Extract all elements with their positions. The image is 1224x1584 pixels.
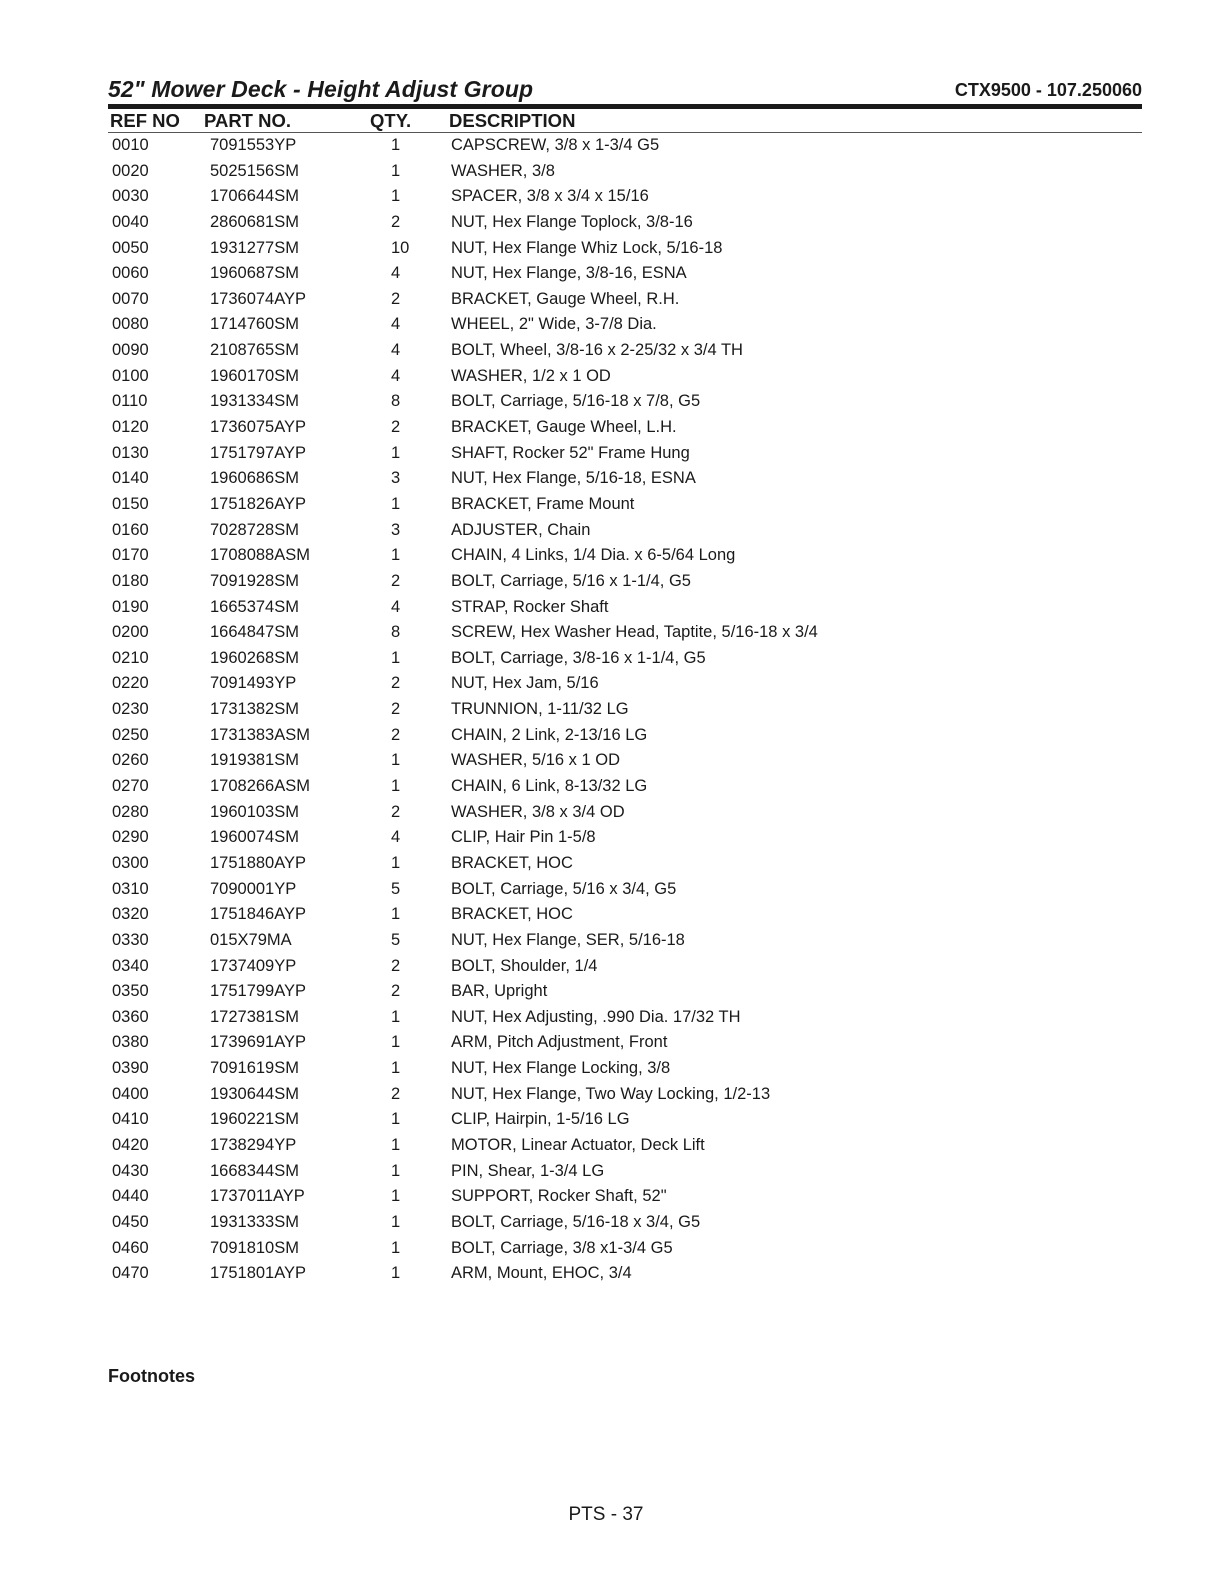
qty-cell: 1 [391,648,401,667]
ref-no-cell: 0470 [112,1264,149,1283]
table-row [0,803,1224,829]
ref-no-cell: 0130 [112,443,149,462]
ref-no-cell: 0270 [112,777,149,796]
part-no-cell: 1960221SM [210,1110,299,1129]
part-no-cell: 7091928SM [210,571,299,590]
description-cell: WASHER, 3/8 x 3/4 OD [451,802,625,821]
description-cell: SPACER, 3/8 x 3/4 x 15/16 [451,187,649,206]
qty-cell: 10 [391,238,410,257]
part-no-cell: 7091619SM [210,1059,299,1078]
ref-no-cell: 0280 [112,802,149,821]
table-row [0,828,1224,854]
table-row [0,1162,1224,1188]
table-row [0,1059,1224,1085]
ref-no-cell: 0180 [112,571,149,590]
ref-no-cell: 0420 [112,1135,149,1154]
qty-cell: 2 [391,289,401,308]
qty-cell: 1 [391,1135,401,1154]
ref-no-cell: 0380 [112,1033,149,1052]
description-cell: SHAFT, Rocker 52" Frame Hung [451,443,690,462]
ref-no-cell: 0440 [112,1187,149,1206]
qty-cell: 1 [391,1264,401,1283]
table-row [0,315,1224,341]
description-cell: CHAIN, 2 Link, 2-13/16 LG [451,725,648,744]
part-no-cell: 1931277SM [210,238,299,257]
ref-no-cell: 0200 [112,623,149,642]
description-cell: NUT, Hex Flange Whiz Lock, 5/16-18 [451,238,723,257]
qty-cell: 8 [391,623,401,642]
table-row [0,521,1224,547]
table-row [0,418,1224,444]
description-cell: BOLT, Carriage, 5/16 x 1-1/4, G5 [451,571,691,590]
table-row [0,136,1224,162]
ref-no-cell: 0310 [112,879,149,898]
description-cell: WASHER, 1/2 x 1 OD [451,366,611,385]
part-no-cell: 1960686SM [210,469,299,488]
part-no-cell: 1737011AYP [210,1187,305,1206]
col-part-header: PART NO. [204,110,292,131]
model-number: CTX9500 - 107.250060 [954,80,1142,100]
description-cell: CLIP, Hair Pin 1-5/8 [451,828,596,847]
qty-cell: 1 [391,1187,401,1206]
description-cell: CAPSCREW, 3/8 x 1-3/4 G5 [451,136,660,154]
ref-no-cell: 0100 [112,366,149,385]
description-cell: BRACKET, Frame Mount [451,494,635,513]
part-no-cell: 1919381SM [210,751,299,770]
qty-cell: 5 [391,879,401,898]
part-no-cell: 1931334SM [210,392,299,411]
part-no-cell: 1714760SM [210,315,299,334]
qty-cell: 2 [391,1084,401,1103]
part-no-cell: 1960268SM [210,648,299,667]
ref-no-cell: 0350 [112,982,149,1001]
part-no-cell: 1708088ASM [210,546,310,565]
part-no-cell: 2108765SM [210,341,299,360]
table-row [0,700,1224,726]
part-no-cell: 015X79MA [210,930,292,949]
ref-no-cell: 0210 [112,648,149,667]
table-row [0,290,1224,316]
qty-cell: 2 [391,700,401,719]
table-row [0,341,1224,367]
ref-no-cell: 0040 [112,212,149,231]
qty-cell: 1 [391,1212,401,1231]
table-row [0,213,1224,239]
part-no-cell: 1751799AYP [210,982,307,1001]
part-no-cell: 1706644SM [210,187,299,206]
table-row [0,982,1224,1008]
qty-cell: 1 [391,905,401,924]
ref-no-cell: 0110 [112,392,148,411]
table-row [0,264,1224,290]
qty-cell: 3 [391,469,401,488]
ref-no-cell: 0010 [112,136,149,154]
table-row [0,905,1224,931]
col-ref-header: REF NO [110,110,180,131]
part-no-cell: 7090001YP [210,879,297,898]
description-cell: NUT, Hex Flange, Two Way Locking, 1/2-13 [451,1084,771,1103]
ref-no-cell: 0330 [112,930,149,949]
table-row [0,392,1224,418]
ref-no-cell: 0260 [112,751,149,770]
table-row [0,1213,1224,1239]
table-row [0,572,1224,598]
qty-cell: 2 [391,212,401,231]
part-no-cell: 1751826AYP [210,494,307,513]
table-row [0,444,1224,470]
description-cell: PIN, Shear, 1-3/4 LG [451,1161,605,1180]
part-no-cell: 1751797AYP [210,443,307,462]
table-row [0,751,1224,777]
part-no-cell: 1960103SM [210,802,299,821]
table-row [0,187,1224,213]
description-cell: CHAIN, 6 Link, 8-13/32 LG [451,777,648,796]
table-row [0,469,1224,495]
qty-cell: 4 [391,828,401,847]
table-row [0,1136,1224,1162]
part-no-cell: 1751801AYP [210,1264,307,1283]
ref-no-cell: 0250 [112,725,149,744]
ref-no-cell: 0400 [112,1084,149,1103]
qty-cell: 1 [391,136,401,154]
qty-cell: 1 [391,1007,401,1026]
part-no-cell: 1737409YP [210,956,297,975]
footnotes-heading: Footnotes [108,1366,195,1386]
table-row [0,623,1224,649]
part-no-cell: 1751846AYP [210,905,307,924]
table-row [0,239,1224,265]
ref-no-cell: 0450 [112,1212,149,1231]
col-desc-header: DESCRIPTION [449,110,576,131]
description-cell: ARM, Pitch Adjustment, Front [451,1033,668,1052]
description-cell: NUT, Hex Jam, 5/16 [451,674,599,693]
table-row [0,880,1224,906]
ref-no-cell: 0050 [112,238,149,257]
qty-cell: 1 [391,777,401,796]
description-cell: BRACKET, Gauge Wheel, R.H. [451,289,680,308]
ref-no-cell: 0300 [112,853,149,872]
table-row [0,546,1224,572]
part-no-cell: 1736075AYP [210,418,307,437]
part-no-cell: 1708266ASM [210,777,310,796]
description-cell: TRUNNION, 1-11/32 LG [451,700,629,719]
ref-no-cell: 0460 [112,1238,149,1257]
description-cell: WASHER, 5/16 x 1 OD [451,751,621,770]
ref-no-cell: 0230 [112,700,149,719]
qty-cell: 3 [391,520,401,539]
qty-cell: 2 [391,571,401,590]
description-cell: BOLT, Wheel, 3/8-16 x 2-25/32 x 3/4 TH [451,341,743,360]
description-cell: BOLT, Carriage, 5/16-18 x 7/8, G5 [451,392,701,411]
table-row [0,957,1224,983]
part-no-cell: 1727381SM [210,1007,299,1026]
ref-no-cell: 0190 [112,597,149,616]
part-no-cell: 7028728SM [210,520,299,539]
qty-cell: 4 [391,341,401,360]
table-row [0,726,1224,752]
table-row [0,162,1224,188]
part-no-cell: 1931333SM [210,1212,299,1231]
ref-no-cell: 0150 [112,494,149,513]
table-row [0,1264,1224,1290]
description-cell: BOLT, Carriage, 3/8 x1-3/4 G5 [451,1238,673,1257]
qty-cell: 2 [391,802,401,821]
part-no-cell: 7091493YP [210,674,297,693]
ref-no-cell: 0360 [112,1007,149,1026]
ref-no-cell: 0430 [112,1161,149,1180]
qty-cell: 1 [391,494,401,513]
table-row [0,1008,1224,1034]
description-cell: CHAIN, 4 Links, 1/4 Dia. x 6-5/64 Long [451,546,736,565]
part-no-cell: 5025156SM [210,161,299,180]
table-row [0,1033,1224,1059]
ref-no-cell: 0070 [112,289,149,308]
description-cell: NUT, Hex Flange Locking, 3/8 [451,1059,671,1078]
part-no-cell: 2860681SM [210,212,299,231]
description-cell: MOTOR, Linear Actuator, Deck Lift [451,1135,705,1154]
qty-cell: 4 [391,366,401,385]
ref-no-cell: 0220 [112,674,149,693]
table-row [0,1187,1224,1213]
description-cell: WASHER, 3/8 [451,161,555,180]
ref-no-cell: 0020 [112,161,149,180]
qty-cell: 1 [391,1238,401,1257]
qty-cell: 2 [391,418,401,437]
part-no-cell: 1930644SM [210,1084,299,1103]
table-header [108,110,1142,132]
ref-no-cell: 0410 [112,1110,149,1129]
table-row [0,931,1224,957]
ref-no-cell: 0060 [112,264,149,283]
description-cell: NUT, Hex Flange, 3/8-16, ESNA [451,264,687,283]
ref-no-cell: 0140 [112,469,149,488]
description-cell: NUT, Hex Flange Toplock, 3/8-16 [451,212,693,231]
table-row [0,854,1224,880]
table-row [0,367,1224,393]
part-no-cell: 1738294YP [210,1135,297,1154]
description-cell: BRACKET, HOC [451,905,573,924]
description-cell: NUT, Hex Flange, SER, 5/16-18 [451,930,685,949]
part-no-cell: 1668344SM [210,1161,299,1180]
qty-cell: 1 [391,443,401,462]
header-rule [108,104,1142,109]
page-number: PTS - 37 [568,1504,644,1525]
qty-cell: 1 [391,1110,401,1129]
ref-no-cell: 0320 [112,905,149,924]
qty-cell: 1 [391,853,401,872]
description-cell: BRACKET, HOC [451,853,573,872]
description-cell: SUPPORT, Rocker Shaft, 52" [451,1187,667,1206]
ref-no-cell: 0030 [112,187,149,206]
ref-no-cell: 0340 [112,956,149,975]
qty-cell: 1 [391,751,401,770]
page-header [108,76,1142,104]
part-no-cell: 1665374SM [210,597,299,616]
ref-no-cell: 0120 [112,418,149,437]
qty-cell: 1 [391,187,401,206]
part-no-cell: 1739691AYP [210,1033,307,1052]
part-no-cell: 7091810SM [210,1238,299,1257]
table-row [0,1239,1224,1265]
description-cell: BOLT, Shoulder, 1/4 [451,956,598,975]
table-row [0,777,1224,803]
ref-no-cell: 0170 [112,546,149,565]
description-cell: BRACKET, Gauge Wheel, L.H. [451,418,677,437]
qty-cell: 8 [391,392,401,411]
description-cell: BOLT, Carriage, 5/16-18 x 3/4, G5 [451,1212,701,1231]
description-cell: NUT, Hex Adjusting, .990 Dia. 17/32 TH [451,1007,741,1026]
qty-cell: 2 [391,725,401,744]
table-row [0,495,1224,521]
qty-cell: 4 [391,264,401,283]
part-no-cell: 7091553YP [210,136,297,154]
parts-table [0,136,1224,1290]
description-cell: SCREW, Hex Washer Head, Taptite, 5/16-18 x 3/4 [451,623,818,642]
table-header-rule [108,132,1142,133]
page-title: 52" Mower Deck - Height Adjust Group [108,76,534,102]
part-no-cell: 1960170SM [210,366,299,385]
ref-no-cell: 0080 [112,315,149,334]
part-no-cell: 1664847SM [210,623,299,642]
qty-cell: 5 [391,930,401,949]
qty-cell: 1 [391,1059,401,1078]
ref-no-cell: 0290 [112,828,149,847]
qty-cell: 4 [391,597,401,616]
qty-cell: 1 [391,546,401,565]
description-cell: STRAP, Rocker Shaft [451,597,609,616]
qty-cell: 4 [391,315,401,334]
part-no-cell: 1960687SM [210,264,299,283]
description-cell: NUT, Hex Flange, 5/16-18, ESNA [451,469,696,488]
qty-cell: 2 [391,956,401,975]
ref-no-cell: 0160 [112,520,149,539]
qty-cell: 2 [391,982,401,1001]
ref-no-cell: 0390 [112,1059,149,1078]
part-no-cell: 1751880AYP [210,853,307,872]
table-row [0,674,1224,700]
qty-cell: 1 [391,1161,401,1180]
description-cell: ADJUSTER, Chain [451,520,591,539]
table-row [0,1085,1224,1111]
part-no-cell: 1731383ASM [210,725,310,744]
qty-cell: 1 [391,1033,401,1052]
description-cell: BAR, Upright [451,982,548,1001]
part-no-cell: 1736074AYP [210,289,307,308]
col-qty-header: QTY. [370,110,412,131]
description-cell: ARM, Mount, EHOC, 3/4 [451,1264,632,1283]
description-cell: BOLT, Carriage, 5/16 x 3/4, G5 [451,879,677,898]
part-no-cell: 1731382SM [210,700,299,719]
description-cell: WHEEL, 2" Wide, 3-7/8 Dia. [451,315,657,334]
table-row [0,649,1224,675]
part-no-cell: 1960074SM [210,828,299,847]
qty-cell: 2 [391,674,401,693]
ref-no-cell: 0090 [112,341,149,360]
qty-cell: 1 [391,161,401,180]
table-row [0,598,1224,624]
table-row [0,1110,1224,1136]
description-cell: CLIP, Hairpin, 1-5/16 LG [451,1110,630,1129]
description-cell: BOLT, Carriage, 3/8-16 x 1-1/4, G5 [451,648,706,667]
